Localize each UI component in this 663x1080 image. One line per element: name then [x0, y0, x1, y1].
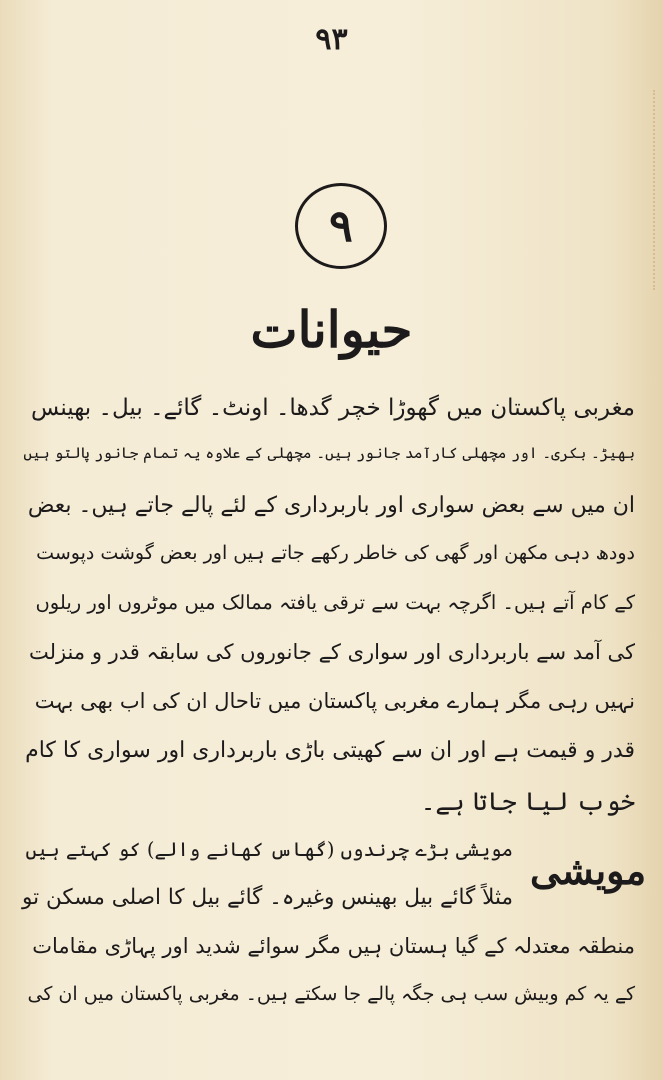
chapter-title: حیوانات — [250, 300, 413, 359]
paragraph-line: کے کام آتے ہیں۔ اگرچہ بہت سے ترقی یافتہ ممالک میں موٹروں اور ریلوں — [35, 591, 635, 614]
section-line: منطقہ معتدلہ کے گیا ہستان ہیں مگر سوائے شدید اور پہاڑی مقامات — [32, 934, 635, 958]
chapter-number-circle — [295, 183, 387, 269]
paragraph-line: کی آمد سے باربرداری اور سواری کے جانوروں کی سابقہ قدر و منزلت — [28, 640, 635, 664]
page-number: ۹۳ — [315, 22, 348, 57]
paragraph-line: خوب لیا جاتا ہے۔ — [420, 787, 635, 816]
section-line: مویشی بڑے چرندوں (گھاس کھانے والے) کو کہتے ہیں — [25, 838, 513, 861]
section-heading: مویشی — [530, 848, 647, 893]
paragraph-line: ان میں سے بعض سواری اور باربرداری کے لئے پالے جاتے ہیں۔ بعض — [27, 493, 635, 518]
section-line: مثلاً گائے بیل بھینس وغیرہ۔ گائے بیل کا اصلی مسکن تو — [22, 885, 513, 910]
section-line: کے یہ کم وبیش سب ہی جگہ پالے جا سکتے ہیں۔ مغربی پاکستان میں ان کی — [27, 983, 635, 1005]
bleed-through-marks — [593, 90, 655, 290]
paragraph-line: مغربی پاکستان میں گھوڑا خچر گدھا۔ اونٹ۔ گائے۔ بیل۔ بھینس — [31, 395, 635, 421]
paragraph-line: قدر و قیمت ہے اور ان سے کھیتی باڑی باربرداری اور سواری کا کام — [25, 738, 635, 763]
paragraph-line: بھیڑ۔ بکری۔ اور مچھلی کارآمد جانور ہیں۔ مچھلی کے علاوہ یہ تمام جانور پالتو ہیں — [23, 444, 635, 462]
paragraph-line: دودھ دہی مکھن اور گھی کی خاطر رکھے جاتے ہیں اور بعض گوشت دپوست — [36, 542, 635, 564]
paragraph-line: نہیں رہی مگر ہمارے مغربی پاکستان میں تاحال ان کی اب بھی بہت — [34, 689, 635, 713]
chapter-number: ۹ — [329, 200, 353, 252]
